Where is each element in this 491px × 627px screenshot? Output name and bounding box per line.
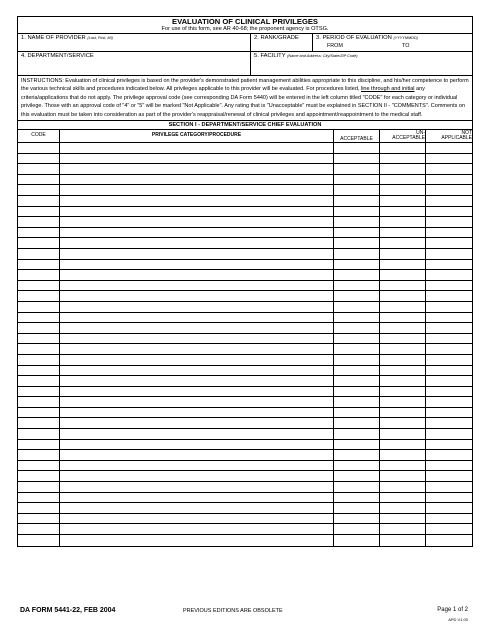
page-number: Page 1 of 2	[437, 607, 468, 613]
privilege-cell[interactable]	[60, 397, 334, 407]
code-cell[interactable]	[18, 408, 60, 418]
instructions-text	[18, 76, 472, 121]
table-row	[18, 281, 472, 292]
unacceptable-column-header	[380, 130, 426, 142]
unacceptable-cell[interactable]	[380, 376, 426, 386]
apd-version: APD V1.00	[448, 617, 468, 622]
table-row	[18, 175, 472, 186]
unacceptable-cell[interactable]	[380, 196, 426, 206]
privilege-cell[interactable]	[60, 440, 334, 450]
not-applicable-cell[interactable]	[426, 164, 472, 174]
acceptable-cell[interactable]	[334, 366, 380, 376]
not-applicable-cell[interactable]	[426, 207, 472, 217]
unacceptable-cell[interactable]	[380, 408, 426, 418]
unacceptable-cell[interactable]	[380, 418, 426, 428]
not-applicable-cell[interactable]	[426, 196, 472, 206]
unacceptable-cell[interactable]	[380, 514, 426, 524]
period-to-label: TO	[402, 43, 410, 49]
table-row	[18, 471, 472, 482]
unacceptable-cell[interactable]	[380, 228, 426, 238]
acceptable-cell[interactable]	[334, 281, 380, 291]
unacceptable-cell[interactable]	[380, 302, 426, 312]
acceptable-cell[interactable]	[334, 355, 380, 365]
not-applicable-cell[interactable]	[426, 291, 472, 301]
privileges-table-body	[18, 143, 472, 546]
privilege-cell[interactable]	[60, 228, 334, 238]
unacceptable-cell[interactable]	[380, 493, 426, 503]
code-cell[interactable]	[18, 440, 60, 450]
not-applicable-cell[interactable]	[426, 440, 472, 450]
acceptable-cell[interactable]	[334, 514, 380, 524]
unacceptable-cell[interactable]	[380, 323, 426, 333]
provider-name-field[interactable]	[18, 34, 251, 51]
table-row	[18, 493, 472, 504]
acceptable-cell[interactable]	[334, 291, 380, 301]
privilege-cell[interactable]	[60, 482, 334, 492]
privilege-cell[interactable]	[60, 238, 334, 248]
evaluation-form	[17, 16, 473, 547]
form-title: EVALUATION OF CLINICAL PRIVILEGES	[172, 17, 318, 26]
acceptable-cell[interactable]	[334, 143, 380, 153]
code-cell[interactable]	[18, 514, 60, 524]
acceptable-cell[interactable]	[334, 334, 380, 344]
table-row	[18, 143, 472, 154]
table-row	[18, 228, 472, 239]
acceptable-cell[interactable]	[334, 228, 380, 238]
code-cell[interactable]	[18, 461, 60, 471]
code-cell[interactable]	[18, 376, 60, 386]
not-applicable-header-line-2: APPLICABLE	[441, 135, 472, 142]
table-row	[18, 355, 472, 366]
rank-grade-label: 2. RANK/GRADE	[254, 35, 299, 41]
table-row	[18, 260, 472, 271]
code-cell[interactable]	[18, 344, 60, 354]
privilege-cell[interactable]	[60, 376, 334, 386]
not-applicable-cell[interactable]	[426, 524, 472, 534]
unacceptable-cell[interactable]	[380, 429, 426, 439]
table-row	[18, 524, 472, 535]
instructions-part-2: any criteria/applications that do not apply. The privilege approval code (see corresponding DA Form 5440) will be entered in the left column titled "CODE" for each category or individual privilege. Those with an approval code of "4" or "5" will be marked "Not Applicable". Any rating that is "Unacceptable" must be explained in SECTION II - "COMMENTS". Comments on this evaluation must be taken into consideration as part of the provider's reappraisal/renewal of clinical privileges and appointment/reappointment to the medical staff.	[21, 86, 466, 118]
code-cell[interactable]	[18, 323, 60, 333]
privilege-cell[interactable]	[60, 302, 334, 312]
privilege-cell[interactable]	[60, 185, 334, 195]
code-cell[interactable]	[18, 270, 60, 280]
code-cell[interactable]	[18, 260, 60, 270]
code-cell[interactable]	[18, 450, 60, 460]
unacceptable-cell[interactable]	[380, 154, 426, 164]
acceptable-header-text: ACCEPTABLE	[340, 135, 373, 142]
code-cell[interactable]	[18, 143, 60, 153]
acceptable-cell[interactable]	[334, 238, 380, 248]
privilege-cell[interactable]	[60, 313, 334, 323]
code-cell[interactable]	[18, 313, 60, 323]
unacceptable-header-line-1: UN-	[416, 129, 425, 136]
privilege-cell[interactable]	[60, 461, 334, 471]
table-row	[18, 418, 472, 429]
period-label: 3. PERIOD OF EVALUATION	[316, 35, 392, 41]
unacceptable-cell[interactable]	[380, 482, 426, 492]
code-cell[interactable]	[18, 164, 60, 174]
code-cell[interactable]	[18, 302, 60, 312]
code-cell[interactable]	[18, 355, 60, 365]
not-applicable-cell[interactable]	[426, 450, 472, 460]
not-applicable-cell[interactable]	[426, 228, 472, 238]
unacceptable-cell[interactable]	[380, 270, 426, 280]
not-applicable-header-line-1: NOT	[461, 129, 472, 136]
not-applicable-cell[interactable]	[426, 281, 472, 291]
code-cell[interactable]	[18, 397, 60, 407]
code-cell[interactable]	[18, 366, 60, 376]
unacceptable-cell[interactable]	[380, 238, 426, 248]
table-row	[18, 238, 472, 249]
acceptable-cell[interactable]	[334, 323, 380, 333]
privilege-cell[interactable]	[60, 207, 334, 217]
acceptable-cell[interactable]	[334, 260, 380, 270]
privilege-cell[interactable]	[60, 344, 334, 354]
not-applicable-cell[interactable]	[426, 355, 472, 365]
privilege-cell[interactable]	[60, 524, 334, 534]
unacceptable-cell[interactable]	[380, 471, 426, 481]
privilege-cell[interactable]	[60, 323, 334, 333]
not-applicable-cell[interactable]	[426, 418, 472, 428]
unacceptable-cell[interactable]	[380, 217, 426, 227]
unacceptable-cell[interactable]	[380, 450, 426, 460]
unacceptable-header-line-2: ACCEPTABLE	[392, 135, 425, 142]
table-row	[18, 344, 472, 355]
unacceptable-cell[interactable]	[380, 207, 426, 217]
not-applicable-cell[interactable]	[426, 154, 472, 164]
code-cell[interactable]	[18, 281, 60, 291]
not-applicable-cell[interactable]	[426, 260, 472, 270]
acceptable-cell[interactable]	[334, 461, 380, 471]
provider-name-hint: (Last, First, MI)	[87, 36, 113, 40]
table-row	[18, 482, 472, 493]
previous-editions-note: PREVIOUS EDITIONS ARE OBSOLETE	[183, 608, 283, 614]
table-row	[18, 387, 472, 398]
not-applicable-cell[interactable]	[426, 397, 472, 407]
unacceptable-cell[interactable]	[380, 260, 426, 270]
acceptable-cell[interactable]	[334, 164, 380, 174]
code-cell[interactable]	[18, 291, 60, 301]
not-applicable-cell[interactable]	[426, 175, 472, 185]
acceptable-cell[interactable]	[334, 524, 380, 534]
acceptable-cell[interactable]	[334, 397, 380, 407]
table-row	[18, 249, 472, 260]
code-cell[interactable]	[18, 185, 60, 195]
form-footer	[20, 607, 472, 625]
privilege-cell[interactable]	[60, 429, 334, 439]
table-row	[18, 514, 472, 525]
not-applicable-cell[interactable]	[426, 482, 472, 492]
privilege-cell[interactable]	[60, 450, 334, 460]
code-cell[interactable]	[18, 503, 60, 513]
not-applicable-cell[interactable]	[426, 471, 472, 481]
unacceptable-cell[interactable]	[380, 334, 426, 344]
acceptable-cell[interactable]	[334, 450, 380, 460]
period-hint: (YYYYMMDD)	[393, 36, 418, 40]
not-applicable-cell[interactable]	[426, 249, 472, 259]
table-row	[18, 503, 472, 514]
not-applicable-cell[interactable]	[426, 344, 472, 354]
privilege-cell[interactable]	[60, 334, 334, 344]
privilege-column-header: PRIVILEGE CATEGORY/PROCEDURE	[60, 130, 334, 142]
code-cell[interactable]	[18, 196, 60, 206]
privilege-cell[interactable]	[60, 260, 334, 270]
unacceptable-cell[interactable]	[380, 440, 426, 450]
table-row	[18, 196, 472, 207]
table-row	[18, 217, 472, 228]
acceptable-cell[interactable]	[334, 376, 380, 386]
instructions-part-1: INSTRUCTIONS: Evaluation of clinical privileges is based on the provider's demonstrated patient management abilities appropriate to this discipline, and his/her competence to perform the various technical skills and procedures indicated below. All privileges applicable to this provider will be evaluated. For procedures listed,	[21, 78, 469, 93]
department-service-label: 4. DEPARTMENT/SERVICE	[21, 53, 94, 59]
acceptable-cell[interactable]	[334, 429, 380, 439]
not-applicable-cell[interactable]	[426, 238, 472, 248]
acceptable-cell[interactable]	[334, 535, 380, 546]
code-cell[interactable]	[18, 238, 60, 248]
privilege-cell[interactable]	[60, 175, 334, 185]
table-row	[18, 535, 472, 546]
table-row	[18, 334, 472, 345]
acceptable-cell[interactable]	[334, 313, 380, 323]
not-applicable-cell[interactable]	[426, 323, 472, 333]
privilege-cell[interactable]	[60, 196, 334, 206]
code-cell[interactable]	[18, 387, 60, 397]
acceptable-cell[interactable]	[334, 344, 380, 354]
privilege-cell[interactable]	[60, 493, 334, 503]
code-cell[interactable]	[18, 175, 60, 185]
not-applicable-cell[interactable]	[426, 366, 472, 376]
unacceptable-cell[interactable]	[380, 143, 426, 153]
code-cell[interactable]	[18, 524, 60, 534]
acceptable-cell[interactable]	[334, 196, 380, 206]
period-from-label: FROM	[327, 43, 343, 49]
form-number: DA FORM 5441-22, FEB 2004	[20, 607, 116, 614]
table-row	[18, 313, 472, 324]
acceptable-cell[interactable]	[334, 249, 380, 259]
not-applicable-cell[interactable]	[426, 143, 472, 153]
acceptable-cell[interactable]	[334, 175, 380, 185]
instructions-emphasis: line through and initial	[360, 86, 415, 93]
privilege-cell[interactable]	[60, 291, 334, 301]
code-cell[interactable]	[18, 482, 60, 492]
table-row	[18, 207, 472, 218]
unacceptable-cell[interactable]	[380, 249, 426, 259]
code-cell[interactable]	[18, 249, 60, 259]
acceptable-cell[interactable]	[334, 217, 380, 227]
table-row	[18, 366, 472, 377]
table-row	[18, 376, 472, 387]
unacceptable-cell[interactable]	[380, 185, 426, 195]
facility-label: 5. FACILITY	[254, 53, 286, 59]
privilege-cell[interactable]	[60, 471, 334, 481]
code-cell[interactable]	[18, 429, 60, 439]
acceptable-cell[interactable]	[334, 185, 380, 195]
acceptable-cell[interactable]	[334, 387, 380, 397]
provider-name-label: 1. NAME OF PROVIDER	[21, 35, 86, 41]
privilege-cell[interactable]	[60, 355, 334, 365]
not-applicable-cell[interactable]	[426, 493, 472, 503]
privileges-table-header	[18, 130, 472, 143]
acceptable-column-header	[334, 130, 380, 142]
acceptable-cell[interactable]	[334, 207, 380, 217]
period-of-evaluation-field[interactable]	[313, 34, 472, 51]
acceptable-cell[interactable]	[334, 503, 380, 513]
not-applicable-cell[interactable]	[426, 429, 472, 439]
acceptable-cell[interactable]	[334, 302, 380, 312]
unacceptable-cell[interactable]	[380, 355, 426, 365]
unacceptable-cell[interactable]	[380, 524, 426, 534]
acceptable-cell[interactable]	[334, 471, 380, 481]
unacceptable-cell[interactable]	[380, 175, 426, 185]
acceptable-cell[interactable]	[334, 440, 380, 450]
table-row	[18, 323, 472, 334]
not-applicable-cell[interactable]	[426, 408, 472, 418]
not-applicable-cell[interactable]	[426, 302, 472, 312]
privilege-cell[interactable]	[60, 514, 334, 524]
privilege-cell[interactable]	[60, 154, 334, 164]
not-applicable-cell[interactable]	[426, 313, 472, 323]
privilege-cell[interactable]	[60, 408, 334, 418]
table-row	[18, 302, 472, 313]
table-row	[18, 270, 472, 281]
code-cell[interactable]	[18, 217, 60, 227]
code-cell[interactable]	[18, 535, 60, 546]
unacceptable-cell[interactable]	[380, 503, 426, 513]
privilege-cell[interactable]	[60, 143, 334, 153]
privilege-cell[interactable]	[60, 281, 334, 291]
not-applicable-cell[interactable]	[426, 461, 472, 471]
code-cell[interactable]	[18, 154, 60, 164]
acceptable-cell[interactable]	[334, 270, 380, 280]
table-row	[18, 291, 472, 302]
table-row	[18, 397, 472, 408]
acceptable-cell[interactable]	[334, 418, 380, 428]
unacceptable-cell[interactable]	[380, 291, 426, 301]
unacceptable-cell[interactable]	[380, 387, 426, 397]
unacceptable-cell[interactable]	[380, 281, 426, 291]
code-cell[interactable]	[18, 493, 60, 503]
acceptable-cell[interactable]	[334, 482, 380, 492]
privilege-cell[interactable]	[60, 418, 334, 428]
table-row	[18, 450, 472, 461]
privilege-cell[interactable]	[60, 270, 334, 280]
not-applicable-cell[interactable]	[426, 185, 472, 195]
not-applicable-cell[interactable]	[426, 514, 472, 524]
code-cell[interactable]	[18, 207, 60, 217]
privilege-cell[interactable]	[60, 387, 334, 397]
not-applicable-column-header	[426, 130, 472, 142]
privilege-cell[interactable]	[60, 249, 334, 259]
not-applicable-cell[interactable]	[426, 387, 472, 397]
code-cell[interactable]	[18, 334, 60, 344]
table-row	[18, 440, 472, 451]
privilege-cell[interactable]	[60, 503, 334, 513]
table-row	[18, 185, 472, 196]
facility-field[interactable]	[251, 52, 472, 75]
unacceptable-cell[interactable]	[380, 461, 426, 471]
unacceptable-cell[interactable]	[380, 313, 426, 323]
unacceptable-cell[interactable]	[380, 366, 426, 376]
acceptable-cell[interactable]	[334, 493, 380, 503]
table-row	[18, 461, 472, 472]
unacceptable-cell[interactable]	[380, 397, 426, 407]
form-subtitle: For use of this form, see AR 40-68; the proponent agency is OTSG.	[18, 26, 472, 34]
privilege-cell[interactable]	[60, 535, 334, 546]
unacceptable-cell[interactable]	[380, 535, 426, 546]
table-row	[18, 408, 472, 419]
not-applicable-cell[interactable]	[426, 270, 472, 280]
unacceptable-cell[interactable]	[380, 164, 426, 174]
not-applicable-cell[interactable]	[426, 376, 472, 386]
section-1-heading: SECTION I - DEPARTMENT/SERVICE CHIEF EVALUATION	[18, 121, 472, 130]
acceptable-cell[interactable]	[334, 154, 380, 164]
code-column-header: CODE	[18, 130, 60, 142]
not-applicable-cell[interactable]	[426, 334, 472, 344]
code-cell[interactable]	[18, 418, 60, 428]
table-row	[18, 164, 472, 175]
privilege-cell[interactable]	[60, 164, 334, 174]
code-cell[interactable]	[18, 228, 60, 238]
table-row	[18, 429, 472, 440]
privilege-cell[interactable]	[60, 366, 334, 376]
rank-grade-field[interactable]	[251, 34, 313, 51]
not-applicable-cell[interactable]	[426, 503, 472, 513]
not-applicable-cell[interactable]	[426, 217, 472, 227]
acceptable-cell[interactable]	[334, 408, 380, 418]
table-row	[18, 154, 472, 165]
department-service-field[interactable]	[18, 52, 251, 75]
unacceptable-cell[interactable]	[380, 344, 426, 354]
facility-hint: (Name and Address: City/State/ZIP Code)	[287, 54, 358, 58]
privilege-cell[interactable]	[60, 217, 334, 227]
not-applicable-cell[interactable]	[426, 535, 472, 546]
code-cell[interactable]	[18, 471, 60, 481]
